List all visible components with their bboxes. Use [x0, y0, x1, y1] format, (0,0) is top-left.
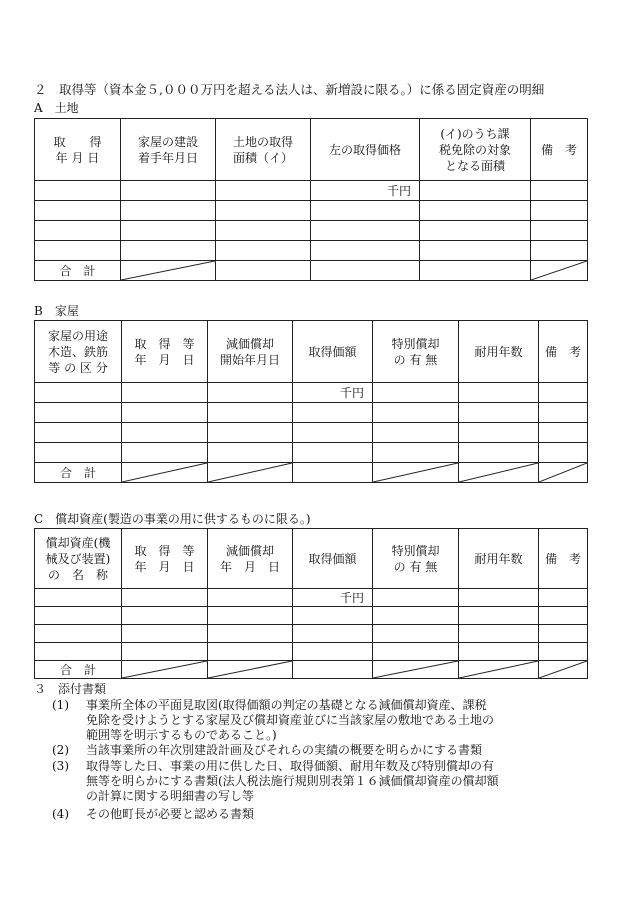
table-row	[35, 643, 588, 661]
section-3-title: ３ 添付書類	[34, 682, 107, 696]
table-c-header-cell: 備 考	[539, 529, 588, 589]
diagonal-cell	[121, 261, 216, 281]
diagonal-cell	[373, 661, 459, 679]
total-label: 合 計	[35, 661, 122, 679]
table-b-header-row	[35, 321, 588, 383]
table-b-header-cell: 耐用年数	[459, 321, 539, 383]
attachment-item: (2) 当該事業所の年次別建設計画及びそれらの実績の概要を明らかにする書類	[52, 743, 483, 757]
table-row	[35, 403, 588, 423]
unit-label: 千円	[293, 589, 373, 607]
table-a-header-cell: 家屋の建設 着手年月日	[121, 119, 216, 181]
table-c-label: C 償却資産(製造の事業の用に供するものに限る。)	[34, 512, 311, 526]
unit-label: 千円	[311, 181, 420, 201]
table-a	[34, 118, 588, 281]
diagonal-cell	[539, 463, 588, 483]
table-c-header-cell: 耐用年数	[459, 529, 539, 589]
table-c-header-cell: 減価償却 年 月 日	[208, 529, 293, 589]
table-c-header-cell: 取得価額	[293, 529, 373, 589]
diagonal-cell	[539, 661, 588, 679]
table-c-header-cell: 特別償却 の 有 無	[373, 529, 459, 589]
table-c	[34, 528, 588, 679]
total-label: 合 計	[35, 463, 122, 483]
table-c-header-cell: 取 得 等 年 月 日	[122, 529, 208, 589]
table-total-row	[35, 661, 588, 679]
table-a-header-cell: 土地の取得 面積（イ）	[216, 119, 311, 181]
table-b-header-cell: 家屋の用途 木造、鉄筋 等 の 区 分	[35, 321, 122, 383]
diagonal-cell	[459, 463, 539, 483]
table-a-header-row	[35, 119, 588, 181]
table-b-header-cell: 取得価額	[293, 321, 373, 383]
table-b-header-cell: 備 考	[539, 321, 588, 383]
table-row	[35, 625, 588, 643]
table-a-label: A 土地	[34, 101, 79, 115]
table-row	[35, 443, 588, 463]
table-total-row	[35, 463, 588, 483]
table-row	[35, 383, 588, 403]
attachment-item: (4) その他町長が必要と認める書類	[52, 807, 255, 821]
table-a-header-cell: 左の取得価格	[311, 119, 420, 181]
attachment-item: (1) 事業所全体の平面見取図(取得価額の判定の基礎となる減価償却資産、課税 免除を受けようとする家屋及び償却資産並びに当該家屋の敷地である土地の 範囲等を明示するものであること。)	[52, 698, 495, 742]
table-row	[35, 221, 588, 241]
diagonal-cell	[531, 261, 588, 281]
diagonal-cell	[208, 463, 293, 483]
table-total-row	[35, 261, 588, 281]
table-row	[35, 201, 588, 221]
diagonal-cell	[208, 661, 293, 679]
table-c-header-cell: 償却資産(機 械及び装置) の 名 称	[35, 529, 122, 589]
table-a-header-cell: 取 得 年 月 日	[35, 119, 121, 181]
total-label: 合 計	[35, 261, 121, 281]
table-b-header-cell: 取 得 等 年 月 日	[122, 321, 208, 383]
table-b-label: B 家屋	[34, 304, 79, 318]
attachment-item: (3) 取得等した日、事業の用に供した日、取得価額、耐用年数及び特別償却の有 無等を明らかにする書類(法人税法施行規則別表第１６減価償却資産の償却額 の計算に関する明細書の写し等	[52, 759, 499, 803]
table-a-header-cell: (イ)のうち課 税免除の対象 となる面積	[420, 119, 531, 181]
section-2-title: ２ 取得等（資本金５,０００万円を超える法人は、新増設に限る。）に係る固定資産の明細	[34, 82, 545, 97]
diagonal-cell	[122, 463, 208, 483]
table-b	[34, 320, 588, 483]
table-row	[35, 241, 588, 261]
table-row	[35, 607, 588, 625]
diagonal-cell	[122, 661, 208, 679]
table-row	[35, 423, 588, 443]
table-b-header-cell: 特別償却 の 有 無	[373, 321, 459, 383]
table-a-header-cell: 備 考	[531, 119, 588, 181]
diagonal-cell	[373, 463, 459, 483]
diagonal-cell	[459, 661, 539, 679]
table-c-header-row	[35, 529, 588, 589]
unit-label: 千円	[293, 383, 373, 403]
table-row	[35, 589, 588, 607]
table-row	[35, 181, 588, 201]
table-b-header-cell: 減価償却 開始年月日	[208, 321, 293, 383]
